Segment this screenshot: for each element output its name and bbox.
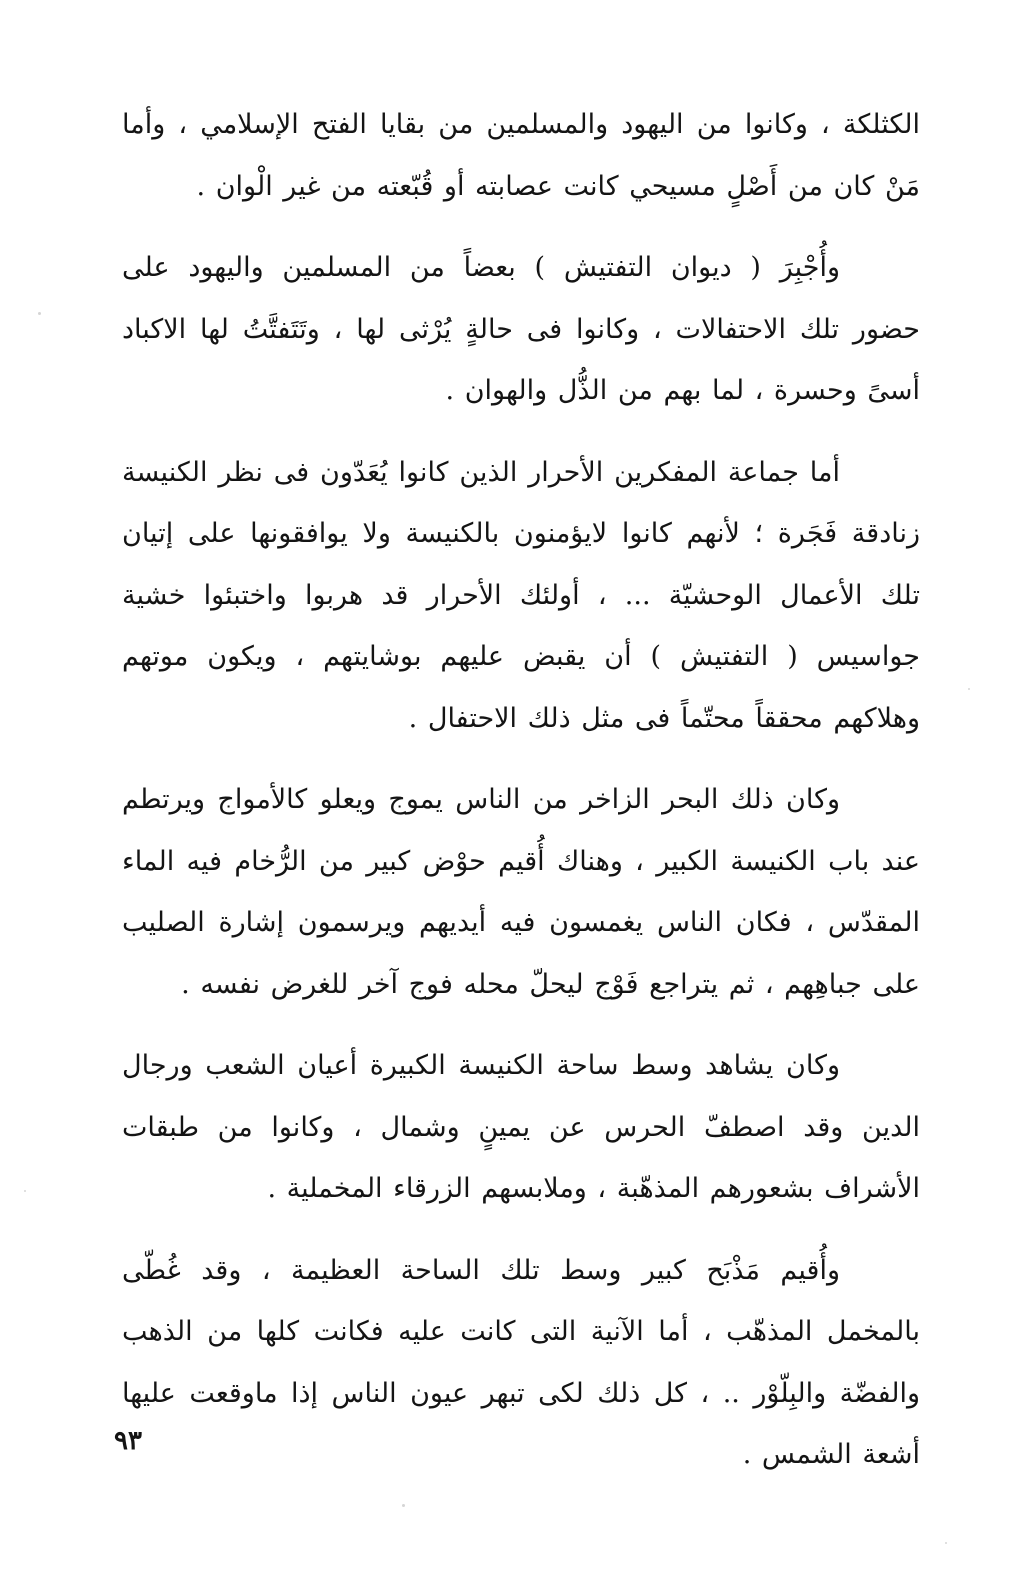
scan-speck [24,1190,26,1192]
paragraph: وأُقيم مَذْبَح كبير وسط تلك الساحة العظيمة ، وقد غُطّى بالمخمل المذهّب ، أما الآنية التى كانت عليه فكانت كلها من الذهب والفضّة والبِلّوْر .. ، كل ذلك لكى تبهر عيون الناس إذا ماوقعت عليها أشعة الشمس . [122,1254,920,1470]
body-text [122,94,920,1506]
page-number: ٩٣ [114,1426,142,1456]
paragraph-continuation: الكثلكة ، وكانوا من اليهود والمسلمين من بقايا الفتح الإسلامي ، وأما مَنْ كان من أَصْلٍ مسيحي كانت عصابته أو قُبّعته من غير الْوان . [122,109,920,202]
paragraph: وأُجْبِرَ ( ديوان التفتيش ) بعضاً من المسلمين واليهود على حضور تلك الاحتفالات ، وكانوا فى حالةٍ يُرْثى لها ، وتَتَفتَّتُ لها الاكباد أسىً وحسرة ، لما بهم من الذُّل والهوان . [122,252,920,406]
paragraph: وكان ذلك البحر الزاخر من الناس يموج ويعلو كالأمواج ويرتطم عند باب الكنيسة الكبير ، وهناك أُقيم حوْض كبير من الرُّخام فيه الماء المقدّس ، فكان الناس يغمسون فيه أيديهم ويرسمون إشارة الصليب على جباهِهم ، ثم يتراجع فَوْج ليحلّ محله فوج آخر للغرض نفسه . [122,784,920,1000]
scan-speck [945,1542,947,1544]
scan-speck [968,688,970,690]
paragraph: أما جماعة المفكرين الأحرار الذين كانوا يُعَدّون فى نظر الكنيسة زنادقة فَجَرة ؛ لأنهم كانوا لايؤمنون بالكنيسة ولا يوافقونها على إتيان تلك الأعمال الوحشيّة ... ، أولئك الأحرار قد هربوا واختبئوا خشية جواسيس ( التفتيش ) أن يقبض عليهم بوشايتهم ، ويكون موتهم وهلاكهم محققاً محتّماً فى مثل ذلك الاحتفال . [122,456,920,734]
scan-speck [38,312,41,315]
paragraph: وكان يشاهد وسط ساحة الكنيسة الكبيرة أعيان الشعب ورجال الدين وقد اصطفّ الحرس عن يمينٍ وشمال ، وكانوا من طبقات الأشراف بشعورهم المذهّبة ، وملابسهم الزرقاء المخملية . [122,1050,920,1204]
